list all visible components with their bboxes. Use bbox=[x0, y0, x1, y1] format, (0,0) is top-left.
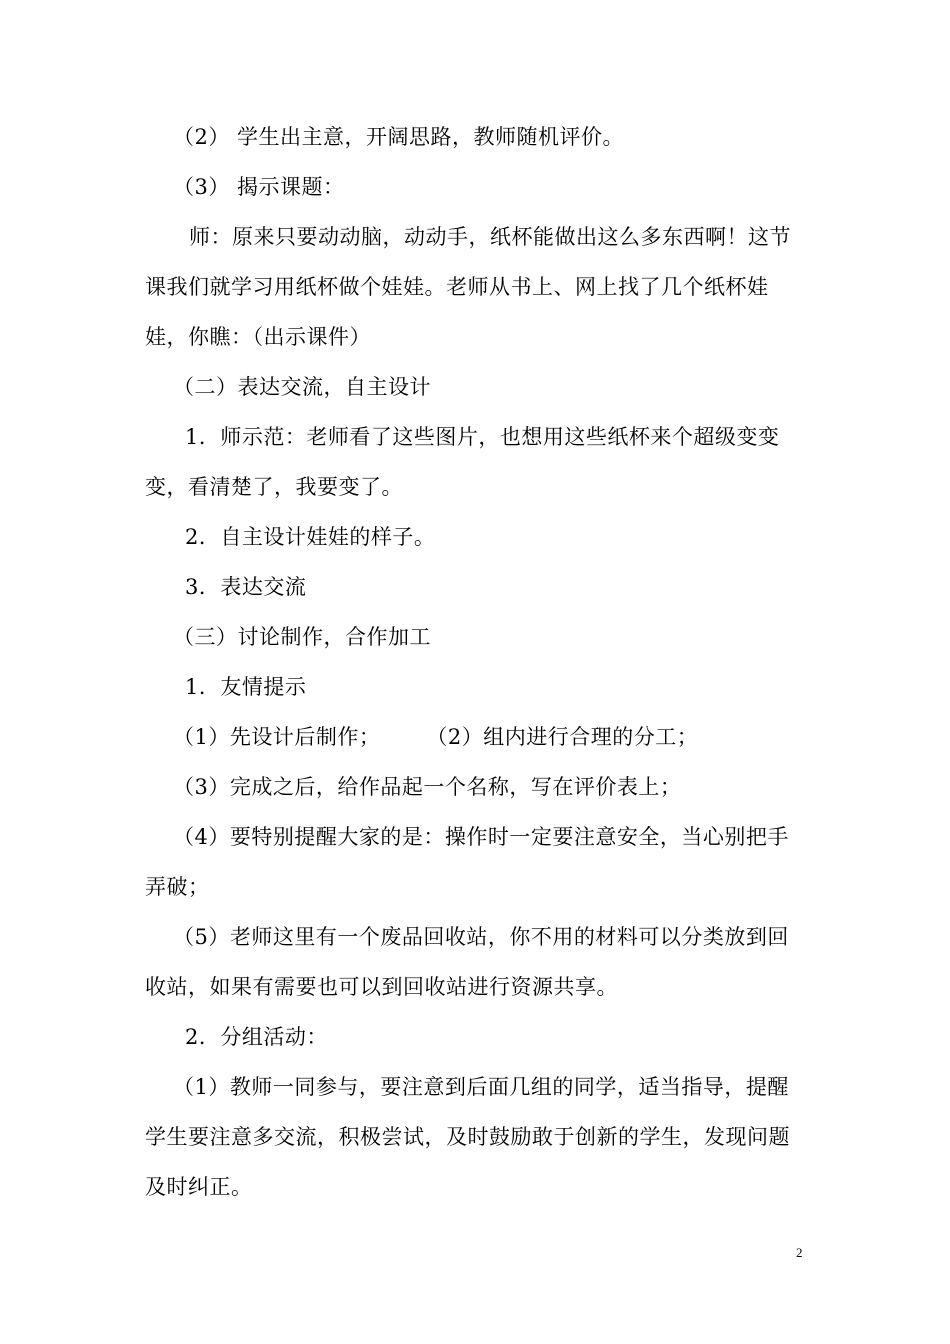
paragraph: 1．师示范：老师看了这些图片，也想用这些纸杯来个超级变变变，看清楚了，我要变了。 bbox=[145, 425, 780, 499]
paragraph: （5）老师这里有一个废品回收站，你不用的材料可以分类放到回收站，如果有需要也可以到回收站进行资源共享。 bbox=[145, 925, 789, 999]
paragraph: 3．表达交流 bbox=[185, 575, 307, 599]
paragraph: （3） 揭示课题： bbox=[173, 175, 345, 199]
page-number: 2 bbox=[796, 1245, 803, 1260]
section-heading: （三）讨论制作，合作加工 bbox=[173, 625, 431, 649]
paragraph: 2．分组活动： bbox=[185, 1025, 328, 1049]
paragraph-pair bbox=[145, 712, 810, 762]
paragraph: 1．友情提示 bbox=[185, 675, 307, 699]
paragraph: （1）教师一同参与，要注意到后面几组的同学，适当指导，提醒学生要注意多交流，积极尝试，及时鼓励敢于创新的学生，发现问题及时纠正。 bbox=[145, 1075, 790, 1199]
list-item: （2）组内进行合理的分工； bbox=[426, 725, 699, 749]
paragraph: 2．自主设计娃娃的样子。 bbox=[185, 525, 436, 549]
paragraph: （3）完成之后，给作品起一个名称，写在评价表上； bbox=[173, 775, 682, 799]
list-item: （1）先设计后制作； bbox=[173, 725, 381, 749]
paragraph: 师：原来只要动动脑，动动手，纸杯能做出这么多东西啊！这节课我们就学习用纸杯做个娃娃。老师从书上、网上找了几个纸杯娃娃，你瞧：（出示课件） bbox=[145, 225, 791, 349]
paragraph: （2） 学生出主意，开阔思路，教师随机评价。 bbox=[173, 125, 625, 149]
document-body bbox=[145, 112, 810, 1212]
section-heading: （二）表达交流，自主设计 bbox=[173, 375, 431, 399]
paragraph: （4）要特别提醒大家的是：操作时一定要注意安全，当心别把手弄破； bbox=[145, 825, 789, 899]
